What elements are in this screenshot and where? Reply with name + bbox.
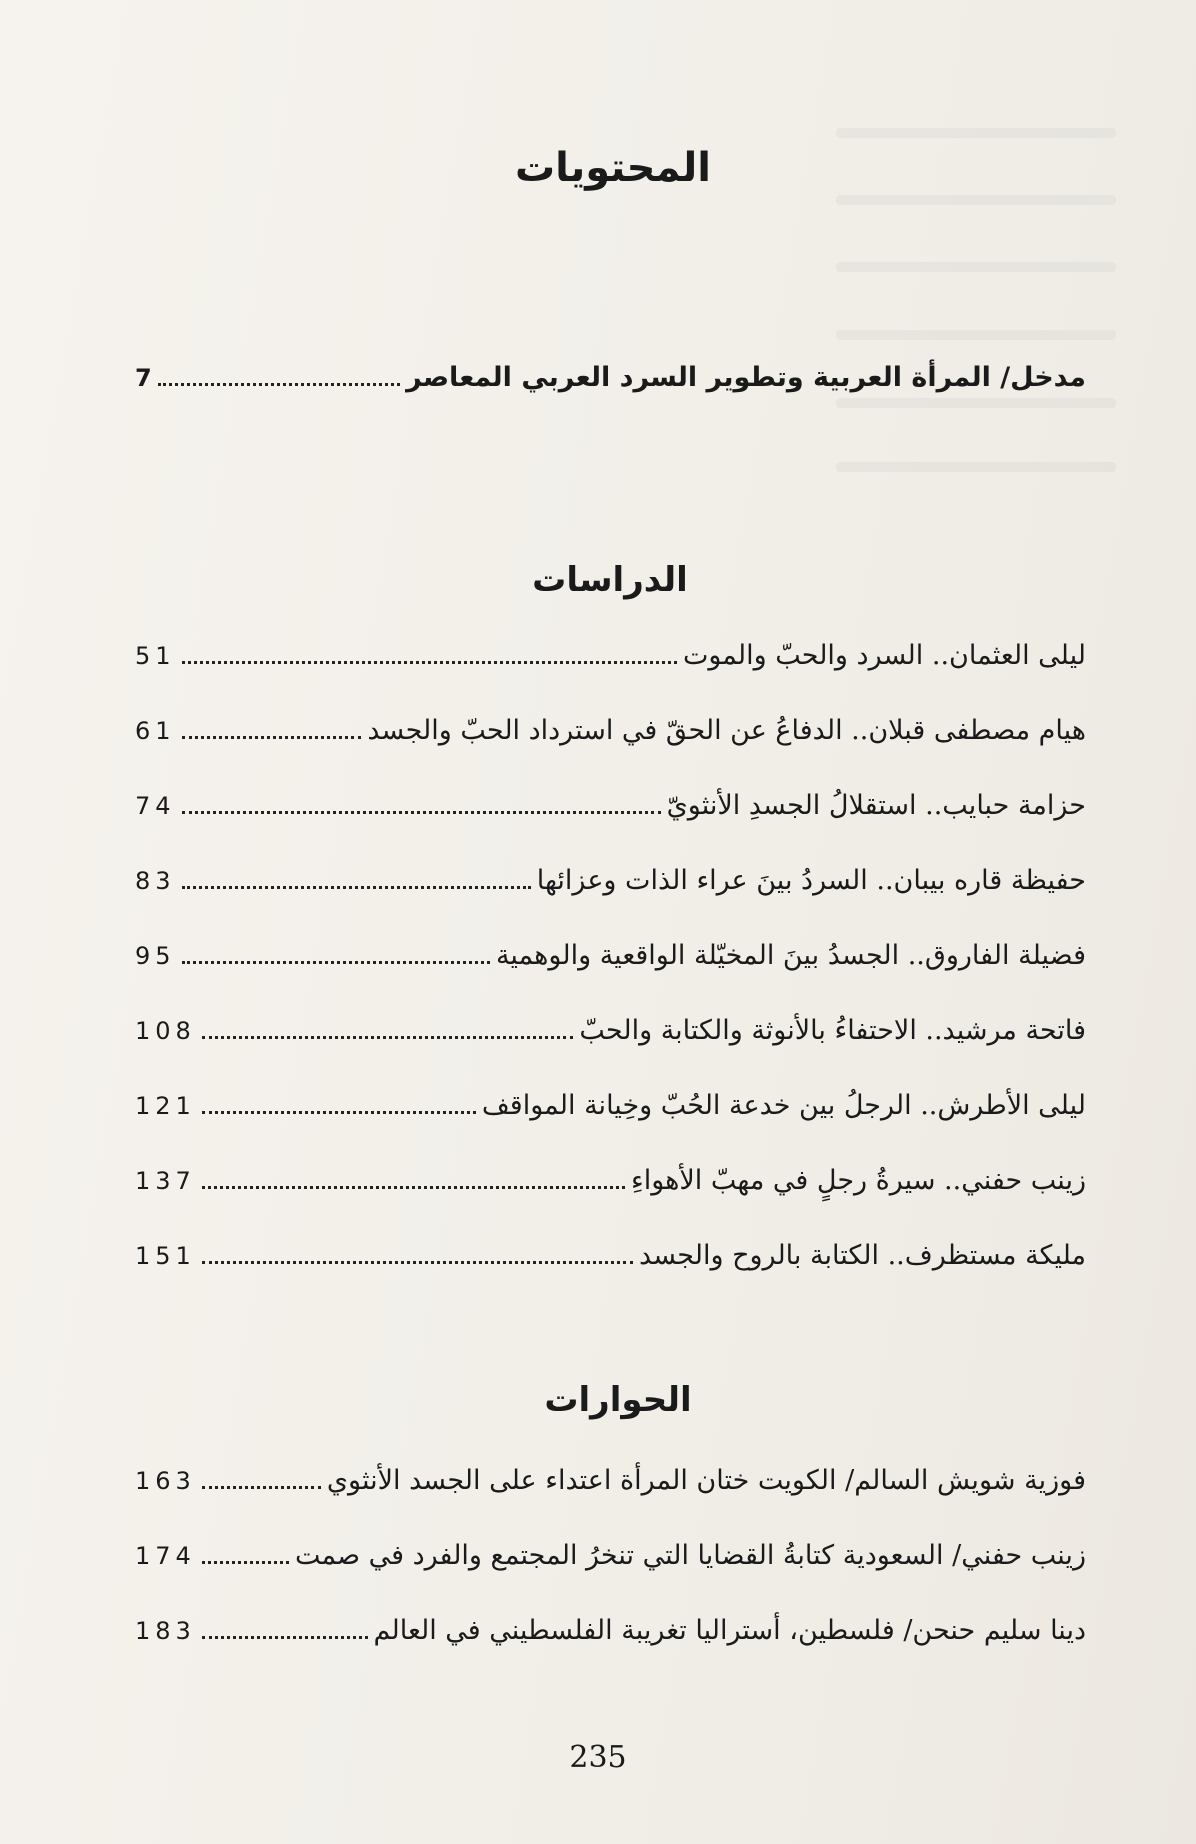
entry-title: مدخل/ المرأة العربية وتطوير السرد العربي المعاصر bbox=[406, 362, 1086, 393]
toc-entry bbox=[135, 865, 1086, 915]
dot-leader bbox=[202, 1561, 289, 1564]
toc-entry bbox=[135, 1090, 1086, 1140]
entry-page-number: 61 bbox=[135, 717, 176, 745]
toc-entry bbox=[135, 940, 1086, 990]
bleed-through-line bbox=[836, 262, 1116, 272]
entry-page-number: 163 bbox=[135, 1467, 196, 1495]
toc-entry bbox=[135, 1165, 1086, 1215]
contents-heading: المحتويات bbox=[514, 145, 711, 191]
entry-page-number: 151 bbox=[135, 1242, 196, 1270]
dot-leader bbox=[182, 961, 490, 964]
dot-leader bbox=[202, 1036, 574, 1039]
entry-title: هيام مصطفى قبلان.. الدفاعُ عن الحقّ في استرداد الحبّ والجسد bbox=[367, 715, 1086, 746]
bleed-through-line bbox=[836, 330, 1116, 340]
dot-leader bbox=[182, 736, 362, 739]
entry-page-number: 137 bbox=[135, 1167, 196, 1195]
bleed-through-line bbox=[836, 195, 1116, 205]
entry-page-number: 183 bbox=[135, 1617, 196, 1645]
interviews-heading: الحوارات bbox=[544, 1380, 692, 1420]
entry-title: حفيظة قاره بيبان.. السردُ بينَ عراء الذات وعزائها bbox=[536, 865, 1086, 896]
toc-entry-intro bbox=[135, 362, 1086, 412]
entry-page-number: 83 bbox=[135, 867, 176, 895]
page-number-footer: 235 bbox=[569, 1740, 627, 1775]
dot-leader bbox=[202, 1636, 368, 1639]
dot-leader bbox=[182, 661, 677, 664]
entry-page-number: 7 bbox=[135, 364, 152, 392]
dot-leader bbox=[202, 1486, 321, 1489]
entry-title: زينب حفني.. سيرةُ رجلٍ في مهبّ الأهواءِ bbox=[631, 1165, 1086, 1196]
entry-title: فاتحة مرشيد.. الاحتفاءُ بالأنوثة والكتابة والحبّ bbox=[579, 1015, 1086, 1046]
toc-entry bbox=[135, 640, 1086, 690]
toc-entry bbox=[135, 1615, 1086, 1665]
dot-leader bbox=[158, 383, 400, 386]
entry-page-number: 95 bbox=[135, 942, 176, 970]
entry-title: فضيلة الفاروق.. الجسدُ بينَ المخيّلة الواقعية والوهمية bbox=[495, 940, 1086, 971]
dot-leader bbox=[182, 886, 531, 889]
entry-title: دينا سليم حنحن/ فلسطين، أستراليا تغريبة الفلسطيني في العالم bbox=[373, 1615, 1086, 1646]
entry-page-number: 174 bbox=[135, 1542, 196, 1570]
entry-title: ليلى العثمان.. السرد والحبّ والموت bbox=[682, 640, 1086, 671]
dot-leader bbox=[182, 811, 661, 814]
entry-title: زينب حفني/ السعودية كتابةُ القضايا التي تنخرُ المجتمع والفرد في صمت bbox=[295, 1540, 1086, 1571]
entry-title: فوزية شويش السالم/ الكويت ختان المرأة اعتداء على الجسد الأنثوي bbox=[326, 1465, 1086, 1496]
bleed-through-line bbox=[836, 462, 1116, 472]
toc-entry bbox=[135, 1015, 1086, 1065]
dot-leader bbox=[202, 1186, 625, 1189]
dot-leader bbox=[202, 1111, 476, 1114]
bleed-through-line bbox=[836, 128, 1116, 138]
entry-page-number: 74 bbox=[135, 792, 176, 820]
entry-page-number: 51 bbox=[135, 642, 176, 670]
entry-page-number: 121 bbox=[135, 1092, 196, 1120]
toc-entry bbox=[135, 715, 1086, 765]
toc-entry bbox=[135, 1540, 1086, 1590]
entry-page-number: 108 bbox=[135, 1017, 196, 1045]
toc-entry bbox=[135, 790, 1086, 840]
toc-entry bbox=[135, 1240, 1086, 1290]
entry-title: مليكة مستظرف.. الكتابة بالروح والجسد bbox=[639, 1240, 1086, 1271]
toc-entry bbox=[135, 1465, 1086, 1515]
studies-heading: الدراسات bbox=[532, 560, 688, 600]
entry-title: حزامة حبايب.. استقلالُ الجسدِ الأنثويّ bbox=[666, 790, 1086, 821]
dot-leader bbox=[202, 1261, 633, 1264]
entry-title: ليلى الأطرش.. الرجلُ بين خدعة الحُبّ وخِيانة المواقف bbox=[481, 1090, 1086, 1121]
